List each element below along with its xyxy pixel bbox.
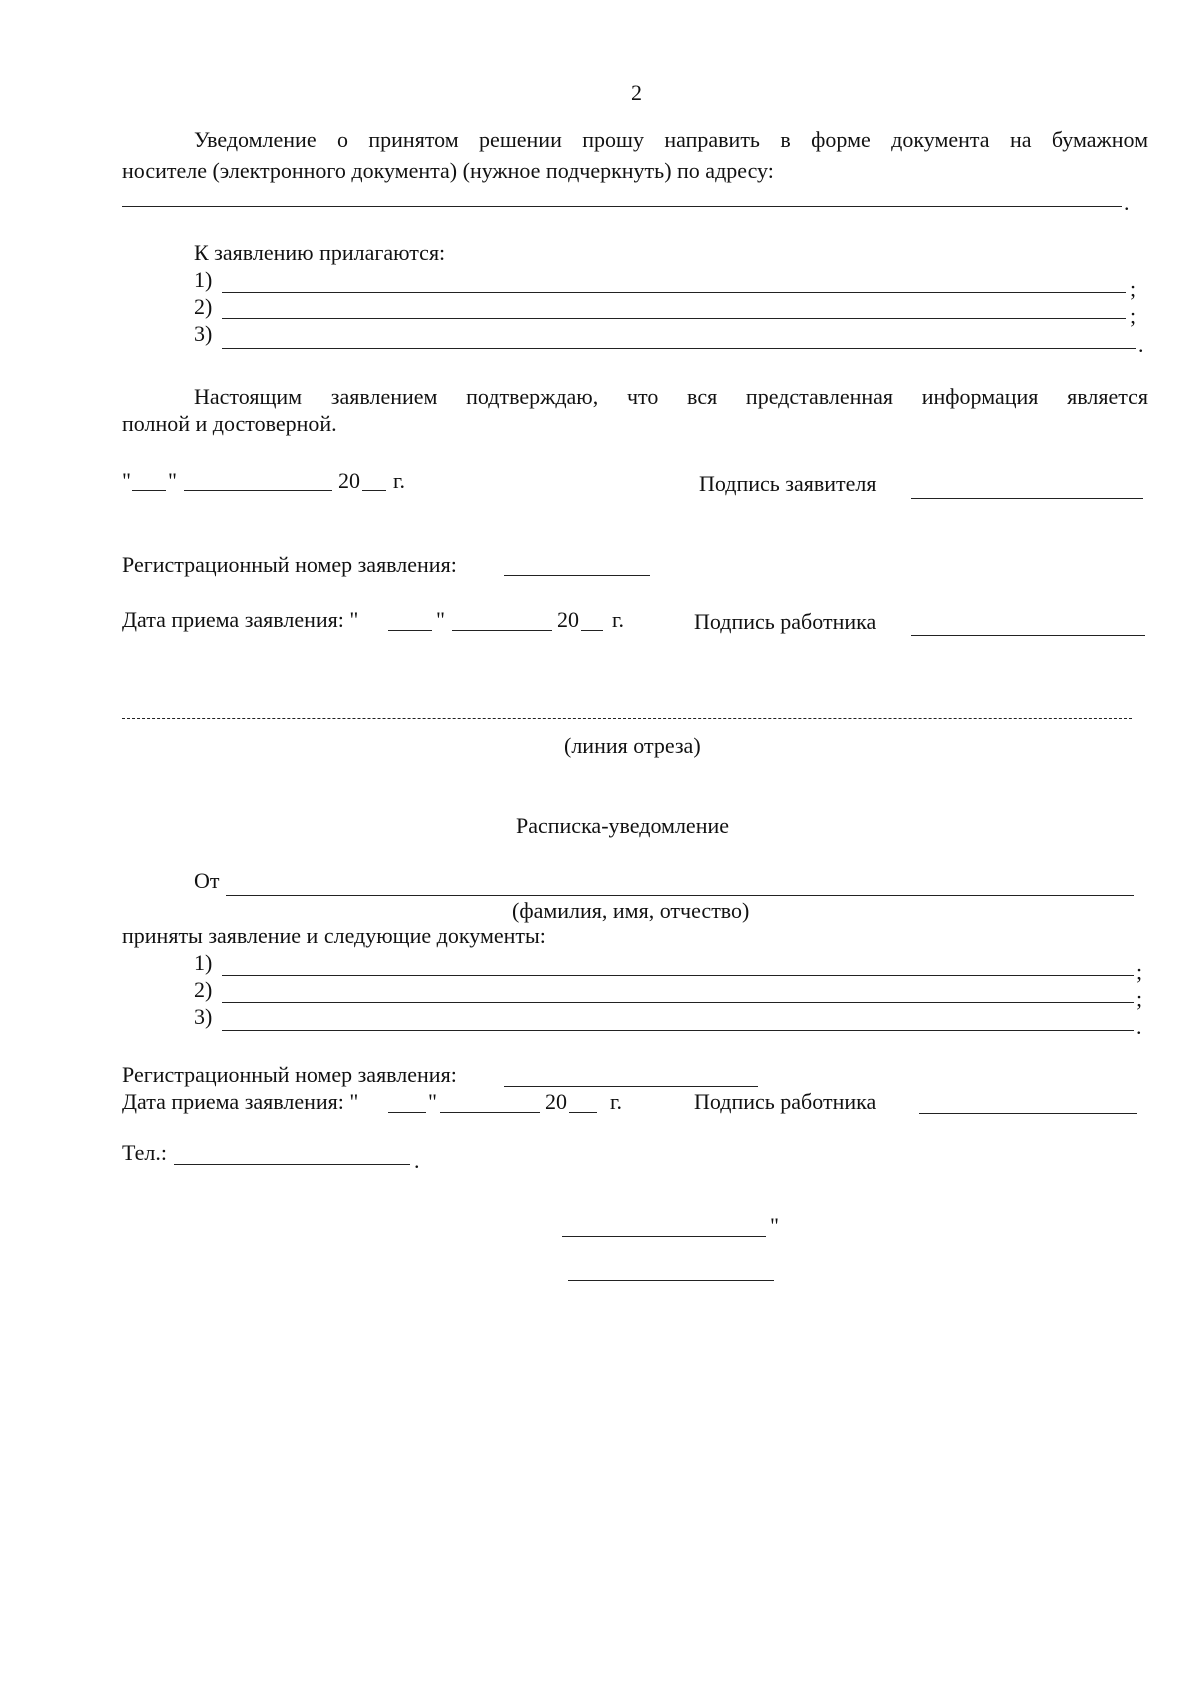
applicant-date-quote-close: " [168, 468, 177, 493]
receipt-month-field[interactable] [440, 1112, 540, 1113]
address-end-mark: . [1124, 190, 1130, 215]
attachment-field-3[interactable] [222, 348, 1136, 349]
receipt-fio-caption: (фамилия, имя, отчество) [512, 898, 750, 923]
attachment-end-2: ; [1130, 303, 1137, 328]
receipt-document-end-3: . [1136, 1014, 1142, 1039]
worker-signature-label: Подпись работника [694, 609, 877, 634]
attachment-number-1: 1) [194, 267, 213, 292]
attachment-field-1[interactable] [222, 292, 1126, 293]
receipt-date-quote-close: " [428, 1089, 437, 1114]
receipt-worker-signature-label: Подпись работника [694, 1089, 877, 1114]
receipt-document-end-2: ; [1136, 986, 1143, 1011]
registration-date-label: Дата приема заявления: " [122, 607, 359, 632]
registration-number-field[interactable] [504, 575, 650, 576]
receipt-phone-end: . [414, 1148, 420, 1173]
receipt-accepted-text: приняты заявление и следующие документы: [122, 923, 546, 948]
address-field[interactable] [122, 206, 1122, 207]
registration-month-field[interactable] [452, 630, 552, 631]
receipt-year-prefix: 20 [545, 1089, 567, 1114]
attachment-field-2[interactable] [222, 318, 1126, 319]
receipt-worker-signature-field[interactable] [919, 1113, 1137, 1114]
receipt-registration-number-label: Регистрационный номер заявления: [122, 1062, 457, 1087]
receipt-document-field-3[interactable] [222, 1030, 1134, 1031]
registration-date-quote-close: " [436, 607, 445, 632]
registration-year-prefix: 20 [557, 607, 579, 632]
attachment-number-3: 3) [194, 321, 213, 346]
applicant-signature-label: Подпись заявителя [699, 471, 877, 496]
receipt-document-end-1: ; [1136, 959, 1143, 984]
confirmation-line-1: Настоящим заявлением подтверждаю, что вся представленная информация является [194, 384, 1148, 409]
receipt-year-suffix: г. [610, 1089, 623, 1114]
cut-line [122, 718, 1132, 719]
footer-line-1 [562, 1236, 766, 1237]
worker-signature-field[interactable] [911, 635, 1145, 636]
receipt-phone-label: Тел.: [122, 1140, 167, 1165]
registration-year-field[interactable] [581, 630, 603, 631]
applicant-year-suffix: г. [393, 468, 406, 493]
attachments-heading: К заявлению прилагаются: [194, 240, 446, 265]
registration-day-field[interactable] [388, 630, 432, 631]
notice-line-2: носителе (электронного документа) (нужное подчеркнуть) по адресу: [122, 158, 774, 183]
receipt-date-label: Дата приема заявления: " [122, 1089, 359, 1114]
applicant-date-quote-open: " [122, 468, 131, 493]
receipt-document-number-2: 2) [194, 977, 213, 1002]
page-number: 2 [631, 80, 642, 105]
attachment-end-3: . [1138, 332, 1144, 357]
receipt-year-field[interactable] [569, 1112, 597, 1113]
receipt-document-number-1: 1) [194, 950, 213, 975]
receipt-phone-field[interactable] [174, 1164, 410, 1165]
receipt-day-field[interactable] [388, 1112, 426, 1113]
applicant-year-prefix: 20 [338, 468, 360, 493]
receipt-document-field-2[interactable] [222, 1002, 1134, 1003]
receipt-document-number-3: 3) [194, 1004, 213, 1029]
receipt-from-field[interactable] [226, 895, 1134, 896]
receipt-document-field-1[interactable] [222, 975, 1134, 976]
confirmation-line-2: полной и достоверной. [122, 411, 337, 436]
applicant-signature-field[interactable] [911, 498, 1143, 499]
receipt-registration-number-field[interactable] [504, 1086, 758, 1087]
attachment-number-2: 2) [194, 294, 213, 319]
receipt-title: Расписка-уведомление [516, 813, 730, 838]
receipt-from-label: От [194, 868, 220, 893]
applicant-month-field[interactable] [184, 490, 332, 491]
applicant-year-field[interactable] [362, 490, 386, 491]
registration-year-suffix: г. [612, 607, 625, 632]
footer-quote: " [770, 1213, 779, 1238]
applicant-day-field[interactable] [132, 490, 166, 491]
registration-number-label: Регистрационный номер заявления: [122, 552, 457, 577]
footer-line-2 [568, 1280, 774, 1281]
cut-line-label: (линия отреза) [564, 733, 701, 758]
attachment-end-1: ; [1130, 276, 1137, 301]
notice-line-1: Уведомление о принятом решении прошу направить в форме документа на бумажном [194, 127, 1148, 152]
